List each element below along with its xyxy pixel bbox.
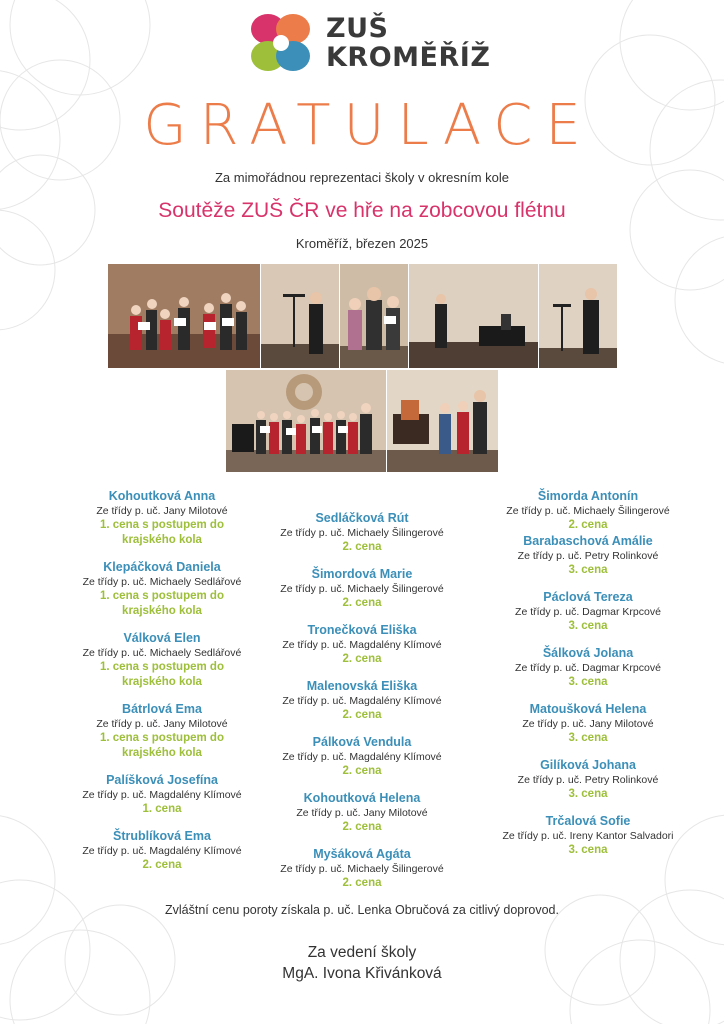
teacher-line: Ze třídy p. uč. Magdalény Klímové bbox=[282, 695, 442, 707]
list-item bbox=[47, 772, 277, 817]
page-title: GRATULACE bbox=[143, 93, 594, 158]
prize: 2. cena bbox=[142, 859, 182, 871]
teacher-line: Ze třídy p. uč. Michaely Šilingerové bbox=[280, 583, 444, 595]
list-item bbox=[47, 559, 277, 619]
subtitle: Za mimořádnou reprezentaci školy v okresním kole bbox=[214, 170, 510, 185]
student-name: Štrublíková Ema bbox=[113, 829, 211, 843]
teacher-line: Ze třídy p. uč. Michaely Šilingerové bbox=[280, 527, 444, 539]
photo-group-2 bbox=[340, 264, 408, 368]
teacher-line: Ze třídy p. uč. Jany Milotové bbox=[96, 718, 228, 730]
signature-line-2: MgA. Ivona Křivánková bbox=[282, 965, 442, 982]
student-name: Válková Elen bbox=[123, 631, 201, 645]
teacher-line: Ze třídy p. uč. Magdalény Klímové bbox=[282, 751, 442, 763]
prize: 2. cena bbox=[342, 709, 382, 721]
prize: 3. cena bbox=[568, 564, 608, 576]
student-name: Klepáčková Daniela bbox=[103, 560, 221, 574]
teacher-line: Ze třídy p. uč. Michaely Sedlářové bbox=[82, 647, 242, 659]
school-logo bbox=[244, 12, 491, 82]
list-item bbox=[247, 622, 477, 667]
student-name: Pálková Vendula bbox=[312, 735, 412, 749]
teacher-line: Ze třídy p. uč. Ireny Kantor Salvadori bbox=[502, 830, 674, 842]
teacher-line: Ze třídy p. uč. Dagmar Krpcové bbox=[515, 606, 661, 618]
student-name: Palíšková Josefína bbox=[106, 773, 218, 787]
list-item bbox=[247, 566, 477, 611]
student-name: Bátrlová Ema bbox=[122, 702, 202, 716]
teacher-line: Ze třídy p. uč. Magdalény Klímové bbox=[282, 639, 442, 651]
prize: 1. cena s postupem do krajského kola bbox=[100, 661, 224, 688]
list-item bbox=[473, 533, 703, 578]
signature bbox=[0, 942, 724, 984]
flower-logo-icon bbox=[244, 12, 320, 76]
list-item bbox=[473, 488, 703, 533]
teacher-line: Ze třídy p. uč. Magdalény Klímové bbox=[82, 845, 242, 857]
prize: 1. cena s postupem do krajského kola bbox=[100, 590, 224, 617]
list-item bbox=[47, 488, 277, 548]
prize: 1. cena s postupem do krajského kola bbox=[100, 732, 224, 759]
list-item bbox=[47, 828, 277, 873]
prize: 3. cena bbox=[568, 732, 608, 744]
list-item bbox=[247, 510, 477, 555]
student-name: Sedláčková Rút bbox=[315, 511, 409, 525]
photo-performance bbox=[387, 370, 498, 472]
teacher-line: Ze třídy p. uč. Jany Milotové bbox=[522, 718, 654, 730]
prize: 1. cena s postupem do krajského kola bbox=[100, 519, 224, 546]
prize: 3. cena bbox=[568, 788, 608, 800]
student-name: Šimorda Antonín bbox=[537, 489, 639, 503]
list-item bbox=[47, 630, 277, 690]
student-name: Gilíková Johana bbox=[540, 758, 636, 772]
place-date: Kroměříž, březen 2025 bbox=[295, 236, 429, 251]
prize: 2. cena bbox=[342, 821, 382, 833]
teacher-line: Ze třídy p. uč. Michaely Sedlářové bbox=[82, 576, 242, 588]
student-name: Kohoutková Helena bbox=[303, 791, 421, 805]
prize: 2. cena bbox=[342, 653, 382, 665]
student-name: Myšáková Agáta bbox=[313, 847, 411, 861]
student-name: Malenovská Eliška bbox=[306, 679, 418, 693]
photo-group-1 bbox=[108, 264, 260, 368]
prize: 3. cena bbox=[568, 676, 608, 688]
teacher-line: Ze třídy p. uč. Michaely Šilingerové bbox=[280, 863, 444, 875]
list-item bbox=[473, 589, 703, 634]
prize: 1. cena bbox=[142, 803, 182, 815]
student-name: Matoušková Helena bbox=[529, 702, 647, 716]
prize: 2. cena bbox=[568, 519, 608, 531]
teacher-line: Ze třídy p. uč. Magdalény Klímové bbox=[82, 789, 242, 801]
results-column-1 bbox=[47, 488, 277, 884]
photo-performer-1 bbox=[261, 264, 339, 368]
results-column-2 bbox=[247, 510, 477, 902]
student-name: Barabaschová Amálie bbox=[523, 534, 653, 548]
prize: 2. cena bbox=[342, 597, 382, 609]
special-prize-note: Zvláštní cenu poroty získala p. uč. Lenka Obručová za citlivý doprovod. bbox=[165, 903, 559, 917]
signature-line-1: Za vedení školy bbox=[307, 944, 417, 961]
list-item bbox=[473, 813, 703, 858]
student-name: Páclová Tereza bbox=[543, 590, 633, 604]
list-item bbox=[473, 645, 703, 690]
student-name: Šálková Jolana bbox=[542, 646, 634, 660]
list-item bbox=[47, 701, 277, 761]
results-column-3 bbox=[473, 488, 703, 869]
prize: 3. cena bbox=[568, 620, 608, 632]
teacher-line: Ze třídy p. uč. Jany Milotové bbox=[296, 807, 428, 819]
student-name: Tronečková Eliška bbox=[307, 623, 417, 637]
photo-performers-stage bbox=[409, 264, 538, 368]
list-item bbox=[247, 734, 477, 779]
prize: 3. cena bbox=[568, 844, 608, 856]
student-name: Kohoutková Anna bbox=[108, 489, 216, 503]
student-name: Trčalová Sofie bbox=[545, 814, 631, 828]
teacher-line: Ze třídy p. uč. Michaely Šilingerové bbox=[506, 505, 670, 517]
prize: 2. cena bbox=[342, 765, 382, 777]
teacher-line: Ze třídy p. uč. Jany Milotové bbox=[96, 505, 228, 517]
teacher-line: Ze třídy p. uč. Petry Rolinkové bbox=[517, 550, 659, 562]
logo-line-2: KROMĚŘÍŽ bbox=[326, 42, 491, 73]
list-item bbox=[473, 701, 703, 746]
list-item bbox=[473, 757, 703, 802]
photo-performer-2 bbox=[539, 264, 617, 368]
teacher-line: Ze třídy p. uč. Dagmar Krpcové bbox=[515, 662, 661, 674]
prize: 2. cena bbox=[342, 877, 382, 889]
prize: 2. cena bbox=[342, 541, 382, 553]
list-item bbox=[247, 846, 477, 891]
teacher-line: Ze třídy p. uč. Petry Rolinkové bbox=[517, 774, 659, 786]
competition-name: Soutěže ZUŠ ČR ve hře na zobcovou flétnu bbox=[158, 199, 566, 222]
logo-line-1: ZUŠ bbox=[326, 13, 389, 44]
photo-group-3 bbox=[226, 370, 386, 472]
list-item bbox=[247, 678, 477, 723]
student-name: Šimordová Marie bbox=[311, 567, 413, 581]
list-item bbox=[247, 790, 477, 835]
